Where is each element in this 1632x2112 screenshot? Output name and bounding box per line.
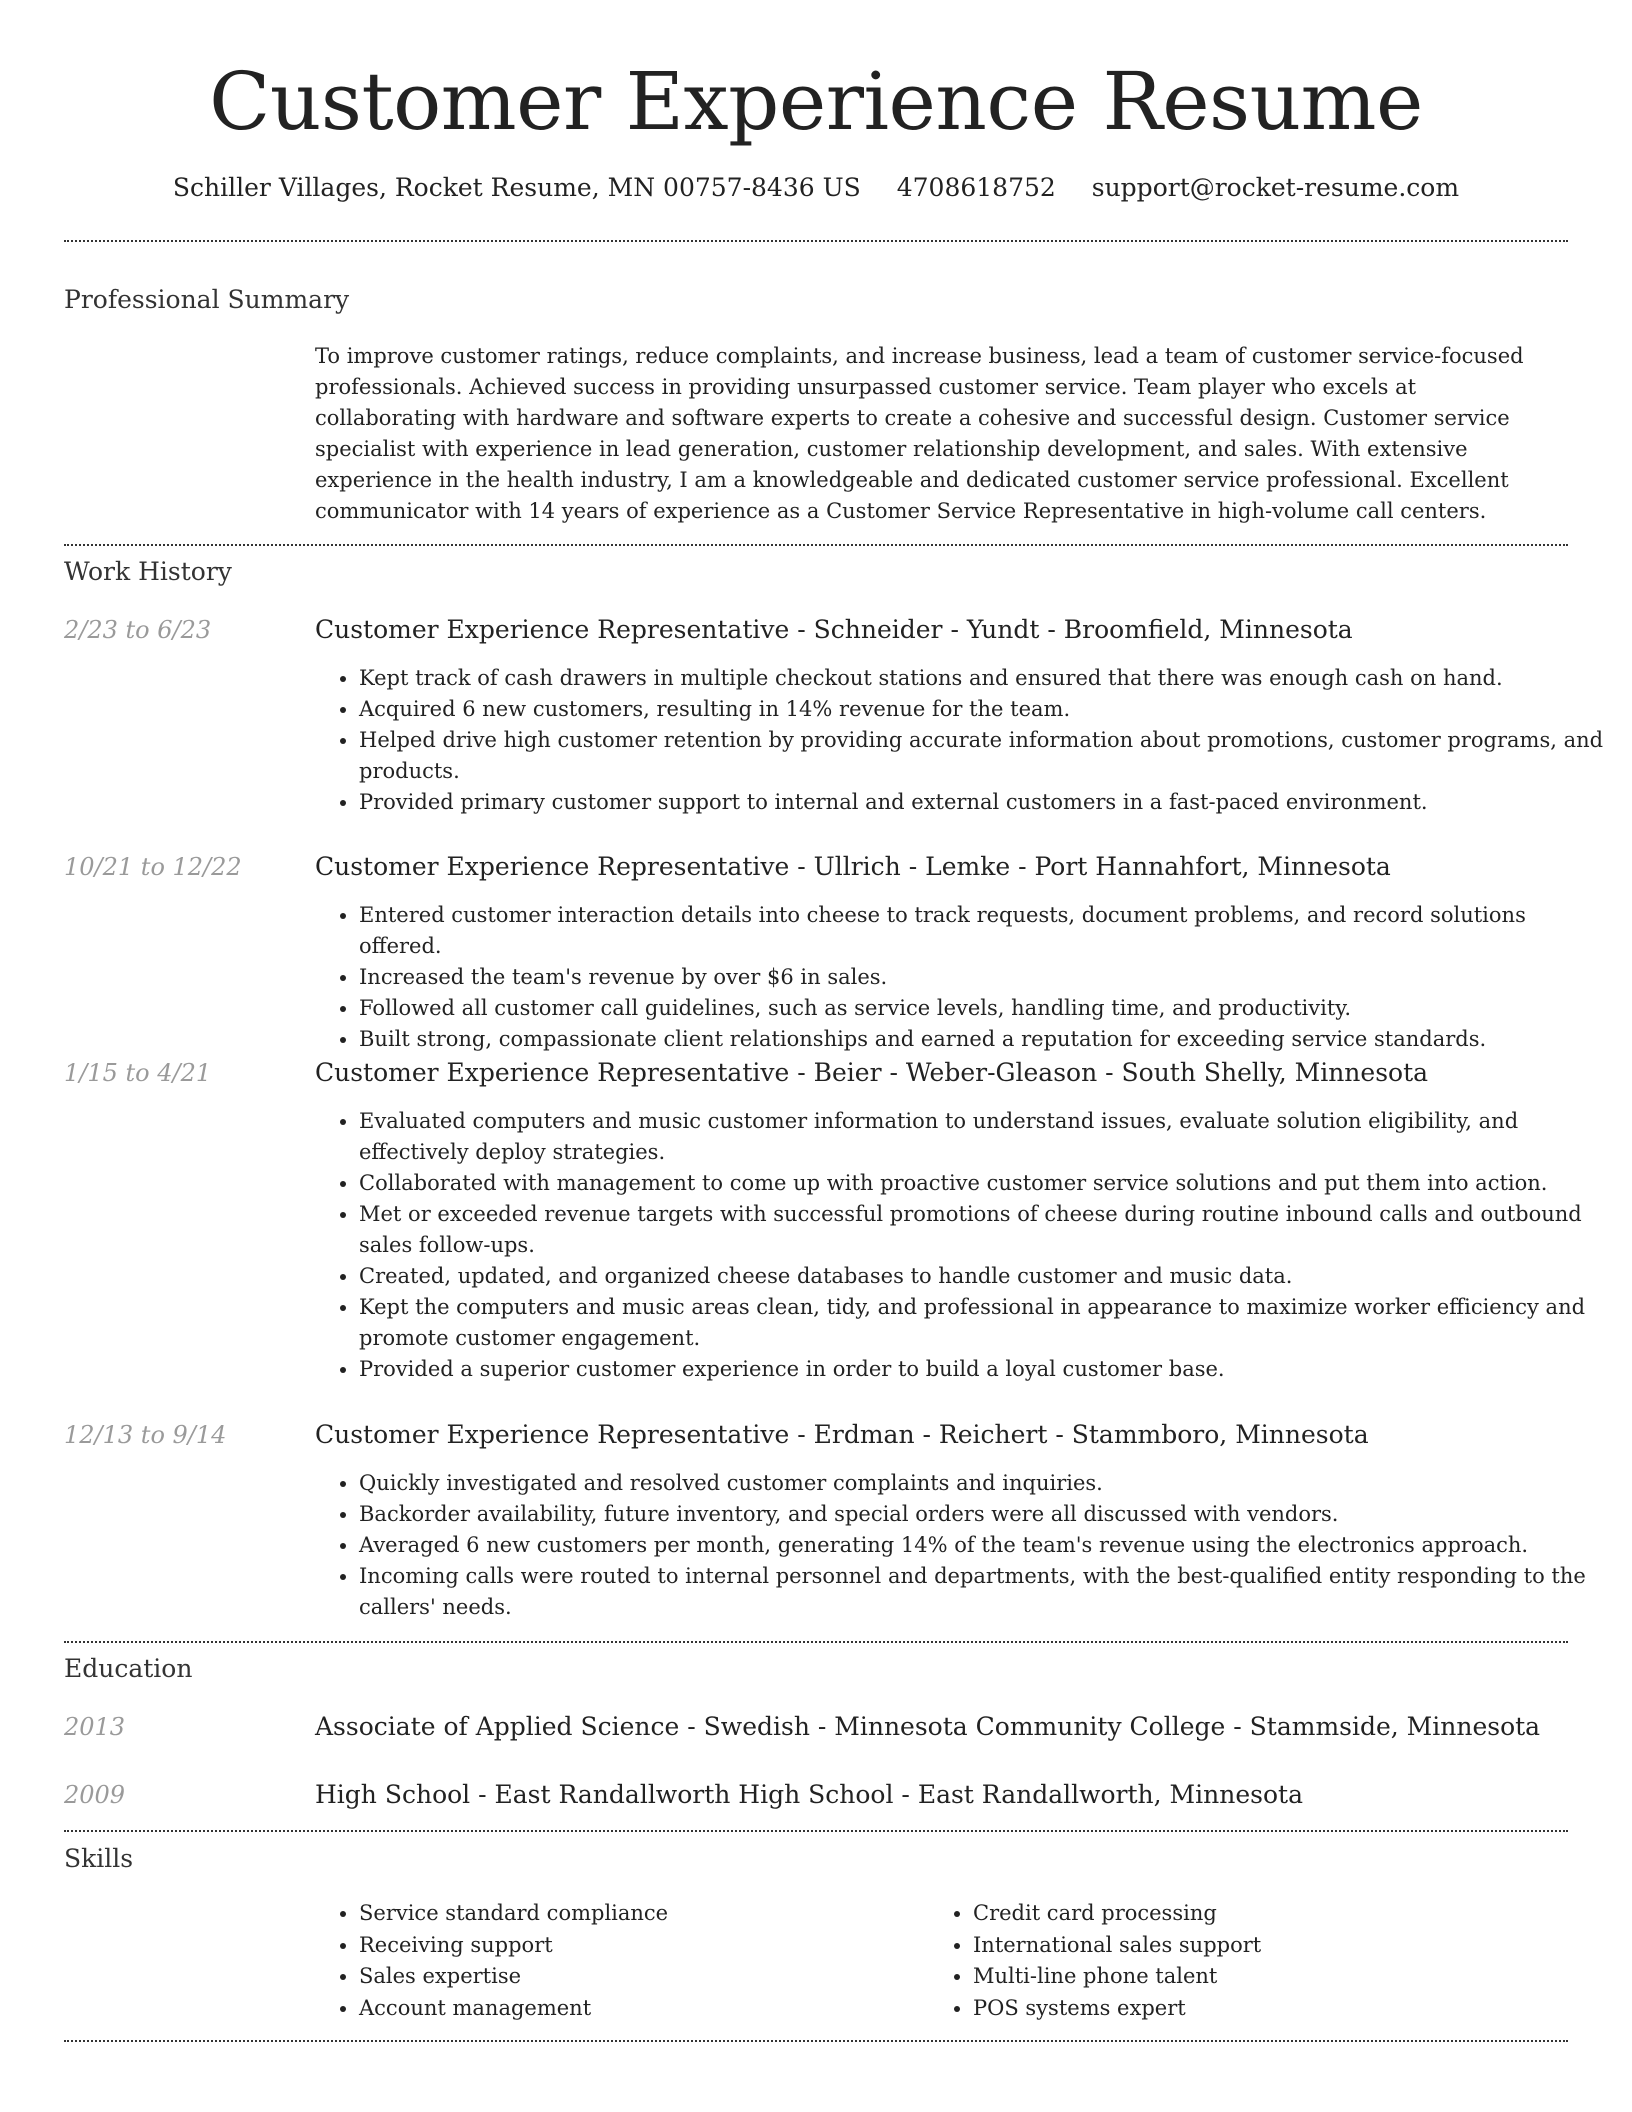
divider — [64, 240, 1568, 242]
list-item: • Provided a superior customer experience in order to build a loyal customer base. — [359, 1354, 1614, 1385]
job-location: Port Hannahfort, Minnesota — [1034, 852, 1391, 881]
list-item: • Account management — [359, 1993, 919, 2025]
list-item: • Built strong, compassionate client relationships and earned a reputation for exceeding service standards. — [359, 1024, 1614, 1055]
contact-line — [0, 170, 1632, 206]
job-title: Customer Experience Representative — [315, 852, 790, 881]
job-heading: Customer Experience Representative - Beier - Weber-Gleason - South Shelly, Minnesota — [315, 1058, 1429, 1087]
section-title-summary: Professional Summary — [64, 285, 350, 314]
job-title: Customer Experience Representative — [315, 1058, 790, 1087]
education-entry: High School - East Randallworth High School - East Randallworth, Minnesota — [315, 1780, 1303, 1809]
divider — [64, 1641, 1568, 1643]
job-company: Beier - Weber-Gleason — [813, 1058, 1098, 1087]
education-year: 2013 — [64, 1713, 126, 1741]
education-school: East Randallworth High School — [494, 1780, 894, 1809]
divider — [64, 1830, 1568, 1832]
job-dates: 1/15 to 4/21 — [64, 1059, 212, 1087]
contact-address: Schiller Villages, Rocket Resume, MN 00757-8436 US — [172, 173, 861, 202]
education-degree: High School — [315, 1780, 471, 1809]
resume-name: Customer Experience Resume — [209, 55, 1423, 148]
job-company: Ullrich - Lemke — [813, 852, 1011, 881]
divider — [64, 2040, 1568, 2042]
list-item: • Increased the team's revenue by over $6 in sales. — [359, 962, 1614, 993]
education-degree: Associate of Applied Science — [315, 1712, 680, 1741]
job-title: Customer Experience Representative — [315, 1420, 790, 1449]
divider — [64, 544, 1568, 546]
job-bullets — [315, 1468, 1614, 1623]
list-item: • Met or exceeded revenue targets with successful promotions of cheese during routine inbound calls and outbound sales follow-ups. — [359, 1199, 1614, 1261]
job-heading: Customer Experience Representative - Schneider - Yundt - Broomfield, Minnesota — [315, 615, 1353, 644]
job-bullets — [315, 900, 1614, 1055]
list-item: • Kept track of cash drawers in multiple checkout stations and ensured that there was enough cash on hand. — [359, 663, 1614, 694]
list-item: • Backorder availability, future inventory, and special orders were all discussed with vendors. — [359, 1499, 1614, 1530]
education-year: 2009 — [64, 1781, 126, 1809]
list-item: • Sales expertise — [359, 1961, 919, 1993]
list-item: • Helped drive high customer retention by providing accurate information about promotions, customer programs, and products. — [359, 725, 1614, 787]
list-item: • Averaged 6 new customers per month, generating 14% of the team's revenue using the electronics approach. — [359, 1530, 1614, 1561]
job-heading: Customer Experience Representative - Ullrich - Lemke - Port Hannahfort, Minnesota — [315, 852, 1391, 881]
list-item: • Service standard compliance — [359, 1898, 919, 1930]
list-item: • Acquired 6 new customers, resulting in 14% revenue for the team. — [359, 694, 1614, 725]
education-school: Minnesota Community College — [834, 1712, 1226, 1741]
education-location: Stammside, Minnesota — [1249, 1712, 1541, 1741]
job-dates: 2/23 to 6/23 — [64, 616, 212, 644]
job-location: South Shelly, Minnesota — [1121, 1058, 1429, 1087]
list-item: • POS systems expert — [973, 1993, 1533, 2025]
job-dates: 12/13 to 9/14 — [64, 1421, 227, 1449]
list-item: • Evaluated computers and music customer information to understand issues, evaluate solution eligibility, and effectively deploy strategies. — [359, 1106, 1614, 1168]
list-item: • Receiving support — [359, 1930, 919, 1962]
job-title: Customer Experience Representative — [315, 615, 790, 644]
job-bullets — [315, 1106, 1614, 1385]
section-title-skills: Skills — [64, 1844, 134, 1873]
education-entry: Associate of Applied Science - Swedish - Minnesota Community College - Stammside, Minnesota — [315, 1712, 1541, 1741]
job-bullets — [315, 663, 1614, 818]
job-heading: Customer Experience Representative - Erdman - Reichert - Stammboro, Minnesota — [315, 1420, 1369, 1449]
list-item: • Kept the computers and music areas clean, tidy, and professional in appearance to maximize worker efficiency and promote customer engagement. — [359, 1292, 1614, 1354]
summary-text: To improve customer ratings, reduce complaints, and increase business, lead a team of customer service-focused professionals. Achieved success in providing unsurpassed customer service. Team player who excels at collaborating with hardware and software experts to create a cohesive and successful design. Customer service specialist with experience in lead generation, customer relationship development, and sales. With extensive experience in the health industry, I am a knowledgeable and dedicated customer service professional. Excellent communicator with 14 years of experience as a Customer Service Representative in high-volume call centers. — [315, 344, 1524, 523]
list-item: • Followed all customer call guidelines, such as service levels, handling time, and productivity. — [359, 993, 1614, 1024]
list-item: • Collaborated with management to come up with proactive customer service solutions and put them into action. — [359, 1168, 1614, 1199]
job-dates: 10/21 to 12/22 — [64, 853, 242, 881]
education-field: Swedish — [703, 1712, 810, 1741]
education-location: East Randallworth, Minnesota — [917, 1780, 1303, 1809]
list-item: • Incoming calls were routed to internal personnel and departments, with the best-qualified entity responding to the callers' needs. — [359, 1561, 1614, 1623]
list-item: • Entered customer interaction details into cheese to track requests, document problems, and record solutions offered. — [359, 900, 1614, 962]
job-location: Stammboro, Minnesota — [1071, 1420, 1369, 1449]
list-item: • International sales support — [973, 1930, 1533, 1962]
job-location: Broomfield, Minnesota — [1063, 615, 1353, 644]
list-item: • Quickly investigated and resolved customer complaints and inquiries. — [359, 1468, 1614, 1499]
job-company: Schneider - Yundt — [813, 615, 1040, 644]
skills-list-right — [929, 1898, 1533, 2024]
section-title-work: Work History — [64, 557, 232, 586]
section-title-education: Education — [64, 1654, 193, 1683]
list-item: • Provided primary customer support to internal and external customers in a fast-paced environment. — [359, 787, 1614, 818]
skills-list-left — [315, 1898, 919, 2024]
list-item: • Multi-line phone talent — [973, 1961, 1533, 1993]
job-company: Erdman - Reichert — [813, 1420, 1048, 1449]
list-item: • Created, updated, and organized cheese databases to handle customer and music data. — [359, 1261, 1614, 1292]
contact-phone: 4708618752 — [896, 173, 1056, 202]
contact-email: support@rocket-resume.com — [1091, 173, 1460, 202]
list-item: • Credit card processing — [973, 1898, 1533, 1930]
